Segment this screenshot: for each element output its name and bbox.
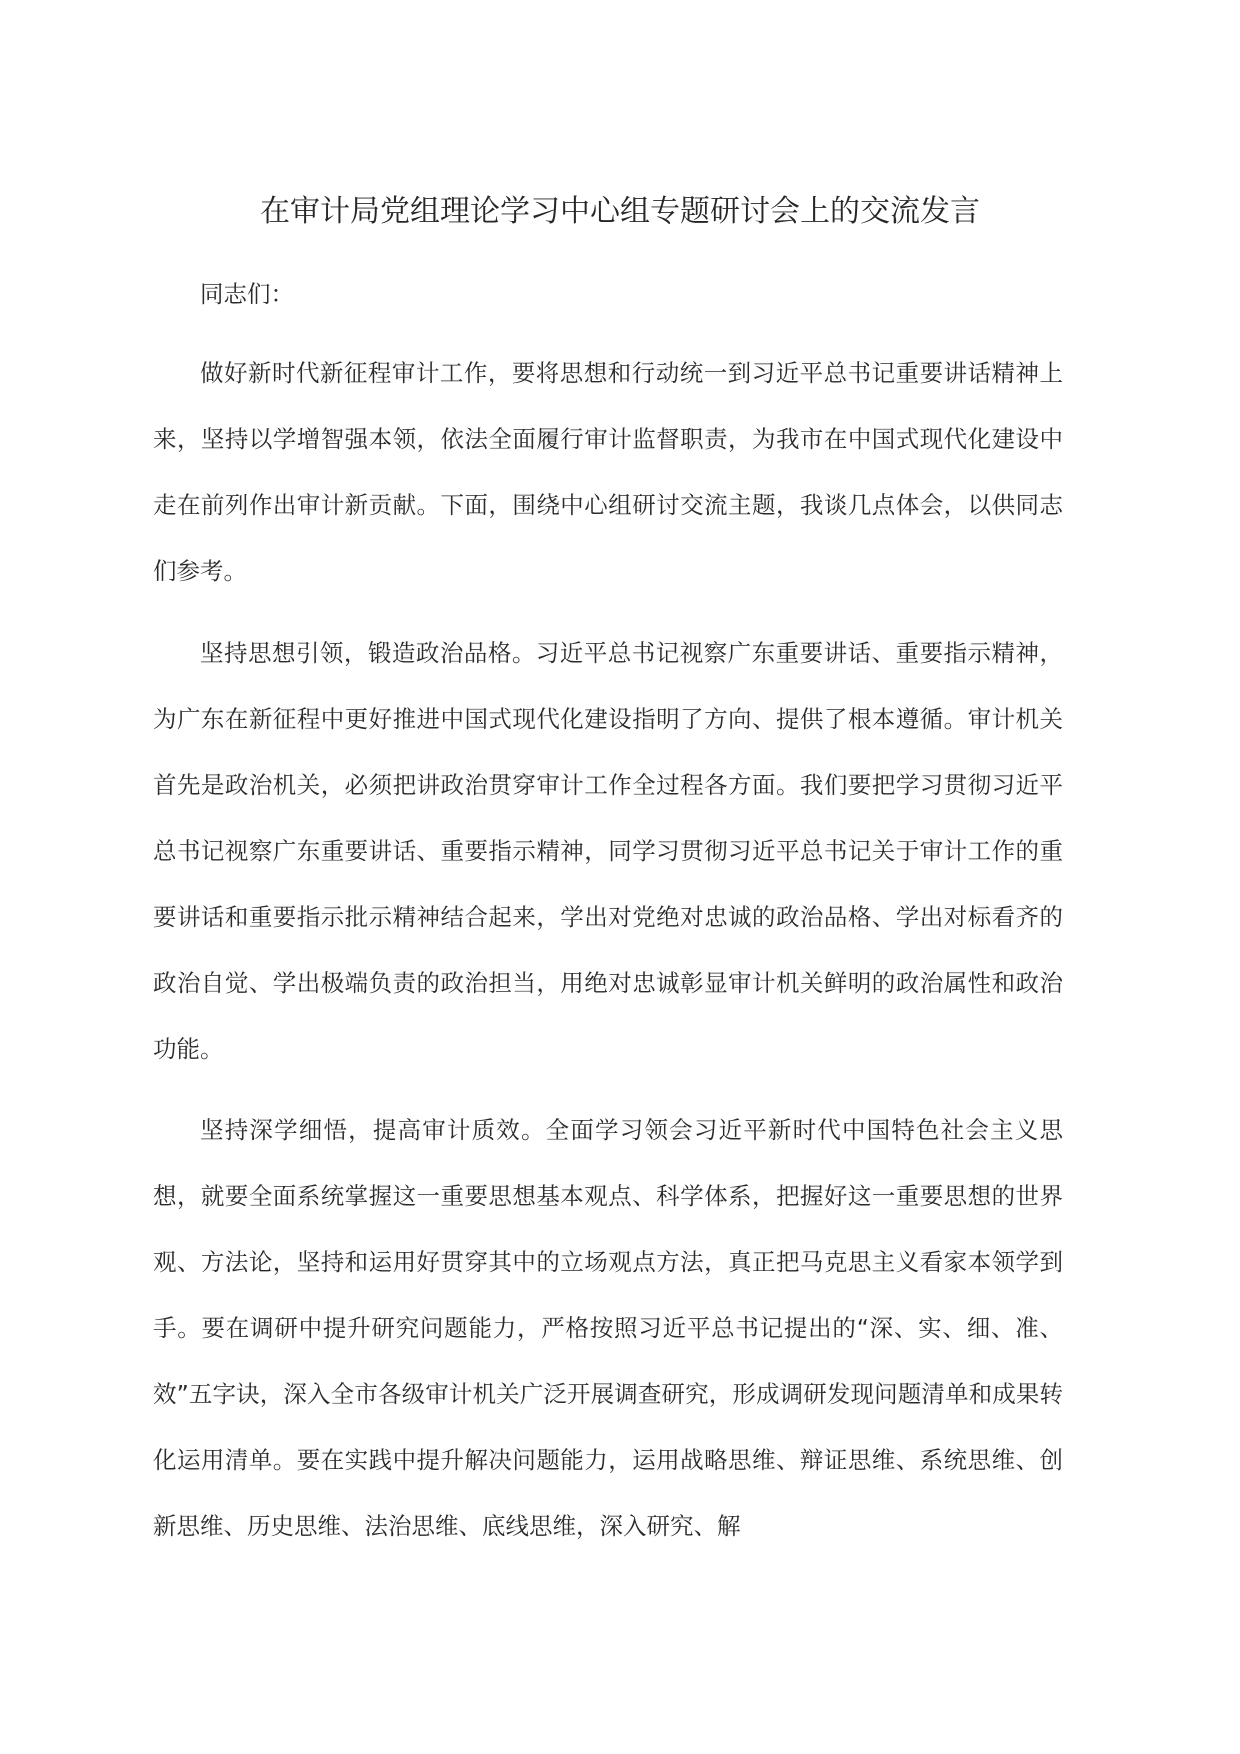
paragraph-intro: 做好新时代新征程审计工作，要将思想和行动统一到习近平总书记重要讲话精神上来，坚持以学增智强本领，依法全面履行审计监督职责，为我市在中国式现代化建设中走在前列作出审计新贡献。下面，围绕中心组研讨交流主题，我谈几点体会，以供同志们参考。 [153, 359, 1063, 585]
salutation-block [153, 261, 1063, 327]
paragraph-block-2 [153, 620, 1063, 1082]
paragraph-block-1 [153, 340, 1063, 604]
paragraph-political-guidance: 坚持思想引领，锻造政治品格。习近平总书记视察广东重要讲话、重要指示精神，为广东在新征程中更好推进中国式现代化建设指明了方向、提供了根本遵循。审计机关首先是政治机关，必须把讲政治贯穿审计工作全过程各方面。我们要把学习贯彻习近平总书记视察广东重要讲话、重要指示精神，同学习贯彻习近平总书记关于审计工作的重要讲话和重要指示批示精神结合起来，学出对党绝对忠诚的政治品格、学出对标看齐的政治自觉、学出极端负责的政治担当，用绝对忠诚彰显审计机关鲜明的政治属性和政治功能。 [153, 639, 1063, 1063]
salutation: 同志们： [200, 280, 294, 308]
document-title: 在审计局党组理论学习中心组专题研讨会上的交流发言 [260, 194, 980, 229]
paragraph-block-3 [153, 1097, 1063, 1559]
paragraph-audit-quality: 坚持深学细悟，提高审计质效。全面学习领会习近平新时代中国特色社会主义思想，就要全面系统掌握这一重要思想基本观点、科学体系，把握好这一重要思想的世界观、方法论，坚持和运用好贯穿其中的立场观点方法，真正把马克思主义看家本领学到手。要在调研中提升研究问题能力，严格按照习近平总书记提出的“深、实、细、准、效”五字诀，深入全市各级审计机关广泛开展调查研究，形成调研发现问题清单和成果转化运用清单。要在实践中提升解决问题能力，运用战略思维、辩证思维、系统思维、创新思维、历史思维、法治思维、底线思维，深入研究、解 [153, 1116, 1063, 1540]
